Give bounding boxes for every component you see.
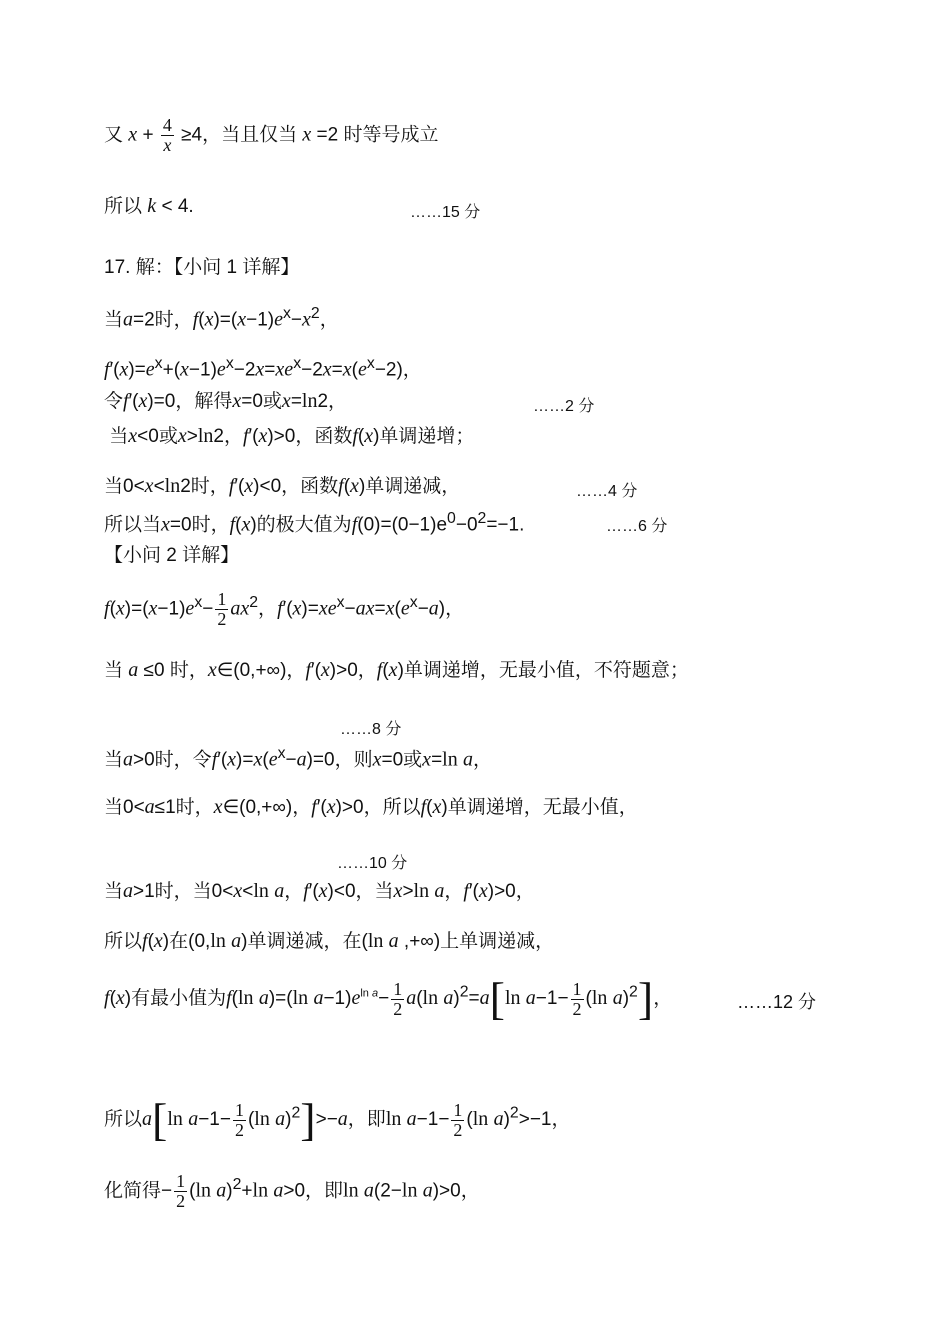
line-text: 又: [104, 124, 129, 146]
line-case-a-nonpositive: 当 a ≤0 时，x∈(0,+∞)，f′(x)>0，f(x)单调递增，无最小值，不符题意；: [104, 659, 689, 681]
line-derivative-a2: $f'(x)=e^x+(x-1)e^x-2x=xe^x-2x=x(e^x-2)$，: [104, 355, 422, 381]
line-k-conclusion: 所以 k < 4.: [104, 195, 194, 217]
line-case-a-le-1: 当0<a≤1时，x∈(0,+∞)，f′(x)>0，所以f(x)单调递增，无最小值，: [104, 796, 638, 818]
line-inequality-setup: 所以a[ln a−1− $\frac{1}{2}$ (ln a)$^2$]>−a，即ln a−1− $\frac{1}{2}$ (ln a)$^2$>−1，: [104, 1094, 571, 1145]
score-12: ……12 分: [737, 992, 817, 1012]
line-minimum-value: f(x)有最小值为f(ln a)=(ln $a-1)e^{ln a}-$ $\frac{1}{2}$ a(ln a)$^2$=a[ln a−1− $\frac{1}{2}$ (ln a)$^2$]，: [104, 973, 673, 1024]
line-general-function: $f(x)=(x-1)e^x-$ $\frac{1}{2}$ $ax^2$，$f'(x)=xe^x-ax=x(e^x-a)$，: [104, 589, 465, 629]
section-heading-part2: 【小问 2 详解】: [104, 545, 240, 566]
section-heading-17: 17. 解：【小问 1 详解】: [104, 257, 300, 278]
line-increasing-interval: 当x<0或x>ln2，f′(x)>0，函数f(x)单调递增；: [104, 425, 475, 447]
line-decreasing-interval: 当0<x<ln2时，f′(x)<0，函数f(x)单调递减，: [104, 475, 461, 497]
line-critical-points: 令f′(x)=0，解得x=0或x=ln2，: [104, 390, 348, 412]
line-simplified-inequality: 化简得− $\frac{1}{2}$ (ln a)$^2$+ln a>0，即ln a(2−ln a)>0，: [104, 1171, 480, 1211]
score-10: ……10 分: [337, 855, 408, 872]
line-case-a-gt-1: 当a>1时，当0<x<ln a，f′(x)<0，当x>ln a，f′(x)>0，: [104, 880, 535, 902]
score-6: ……6 分: [606, 518, 668, 535]
score-2: ……2 分: [533, 398, 595, 415]
line-equality-condition: 又 x + $\frac{4}{x}$ ≥4，当且仅当 x =2 时等号成立: [104, 115, 439, 155]
line-monotonic-summary: 所以f(x)在(0,ln a)单调递减，在(ln a ,+∞)上单调递减，: [104, 930, 555, 952]
score-15: ……15 分: [410, 204, 481, 221]
score-8: ……8 分: [340, 721, 402, 738]
line-local-maximum: 所以当x=0时，f(x)的极大值为$f(0)=(0-1)e^0-0^2=-1$.: [104, 510, 525, 536]
line-a2-function: 当a=2时，$f(x)=(x-1)e^x-x^2$，: [104, 305, 339, 331]
score-4: ……4 分: [576, 483, 638, 500]
line-case-a-positive: 当a>0时，令$f'(x)=x(e^x-a)=0$，则x=0或x=ln a，: [104, 745, 493, 771]
